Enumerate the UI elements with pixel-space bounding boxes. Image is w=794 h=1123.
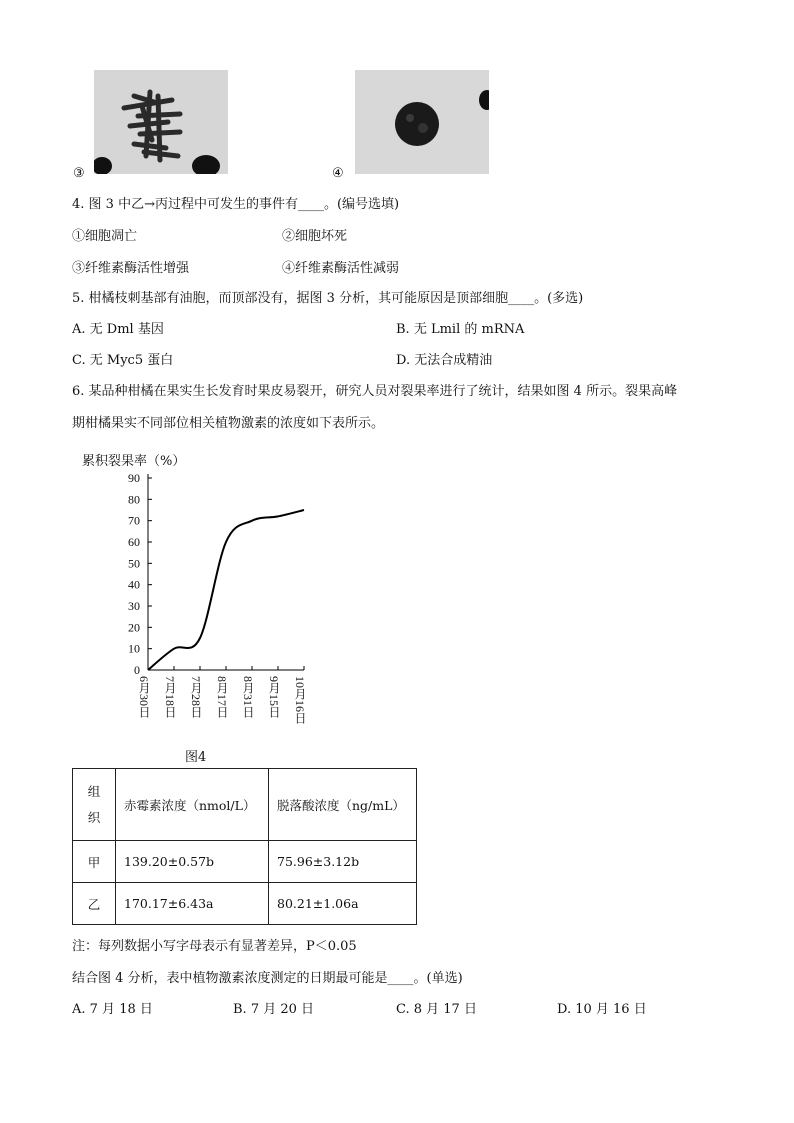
q5-option-d: D. 无法合成精油 — [396, 353, 493, 368]
x-tick-label: 7月28日 — [189, 676, 203, 718]
q5-stem: 5. 柑橘枝刺基部有油胞，而顶部没有，据图 3 分析，其可能原因是顶部细胞____。(多选) — [72, 291, 584, 306]
table-header-row — [73, 769, 417, 841]
series-line — [148, 510, 304, 670]
y-tick-label: 20 — [128, 620, 140, 635]
y-tick-label: 50 — [128, 556, 140, 571]
figure4-chart — [70, 446, 330, 746]
row-aba: 75.96±3.12b — [269, 841, 417, 883]
q5-option-c: C. 无 Myc5 蛋白 — [72, 353, 174, 368]
q6-option-c: C. 8 月 17 日 — [396, 1002, 477, 1017]
cumulative-crack-rate-chart — [70, 446, 330, 746]
q6-option-b: B. 7 月 20 日 — [233, 1002, 315, 1017]
figure3-panel4-label: ④ — [332, 166, 344, 181]
y-tick-label: 40 — [128, 577, 140, 592]
header-aba: 脱落酸浓度（ng/mL） — [269, 769, 417, 841]
table-note: 注：每列数据小写字母表示有显著差异，P＜0.05 — [72, 939, 357, 954]
chart-ylabel: 累积裂果率（%） — [82, 454, 186, 469]
table-row — [73, 841, 417, 883]
hormone-table — [72, 768, 417, 925]
table-row — [73, 883, 417, 925]
q4-option-1: ①细胞凋亡 — [72, 229, 138, 244]
row-ga: 170.17±6.43a — [116, 883, 269, 925]
x-tick-label: 9月15日 — [267, 676, 281, 718]
y-tick-label: 10 — [128, 641, 140, 656]
figure3-panel3-image — [94, 70, 228, 174]
row-group: 乙 — [73, 883, 116, 925]
row-ga: 139.20±0.57b — [116, 841, 269, 883]
x-tick-label: 7月18日 — [163, 676, 177, 718]
y-tick-label: 90 — [128, 471, 140, 485]
header-group-cell — [73, 769, 116, 841]
y-tick-label: 70 — [128, 513, 140, 528]
header-ga: 赤霉素浓度（nmol/L） — [116, 769, 269, 841]
q4-stem: 4. 图 3 中乙→丙过程中可发生的事件有____。(编号选填) — [72, 197, 400, 212]
row-group: 甲 — [73, 841, 116, 883]
cell-micrograph — [355, 70, 489, 174]
y-tick-label: 80 — [128, 492, 140, 507]
header-group-line1: 组 — [87, 783, 101, 799]
figure4-caption: 图4 — [185, 750, 207, 765]
figure3-panel3-label: ③ — [73, 166, 85, 181]
header-group-line2: 织 — [87, 809, 101, 825]
q6-option-d: D. 10 月 16 日 — [557, 1002, 647, 1017]
q6-sub-question: 结合图 4 分析，表中植物激素浓度测定的日期最可能是____。(单选) — [72, 971, 463, 986]
y-tick-label: 30 — [128, 599, 140, 613]
q6-stem-line1: 6. 某品种柑橘在果实生长发育时果皮易裂开，研究人员对裂果率进行了统计，结果如图 4 所示。裂果高峰 — [72, 384, 678, 399]
y-tick-label: 0 — [134, 663, 140, 677]
q4-option-3: ③纤维素酶活性增强 — [72, 261, 190, 276]
q5-option-b: B. 无 Lmil 的 mRNA — [396, 322, 525, 337]
row-aba: 80.21±1.06a — [269, 883, 417, 925]
figure3-panel4-image — [355, 70, 489, 174]
q5-option-a: A. 无 Dml 基因 — [72, 322, 164, 337]
q4-option-4: ④纤维素酶活性减弱 — [282, 261, 400, 276]
x-tick-label: 8月17日 — [215, 676, 229, 718]
y-tick-label: 60 — [128, 535, 140, 549]
chromosome-micrograph — [94, 70, 228, 174]
x-tick-label: 8月31日 — [241, 676, 255, 718]
x-tick-label: 6月30日 — [137, 676, 151, 718]
q4-option-2: ②细胞坏死 — [282, 229, 348, 244]
q6-stem-line2: 期柑橘果实不同部位相关植物激素的浓度如下表所示。 — [72, 416, 385, 431]
q6-option-a: A. 7 月 18 日 — [72, 1002, 153, 1017]
x-tick-label: 10月16日 — [293, 676, 307, 724]
